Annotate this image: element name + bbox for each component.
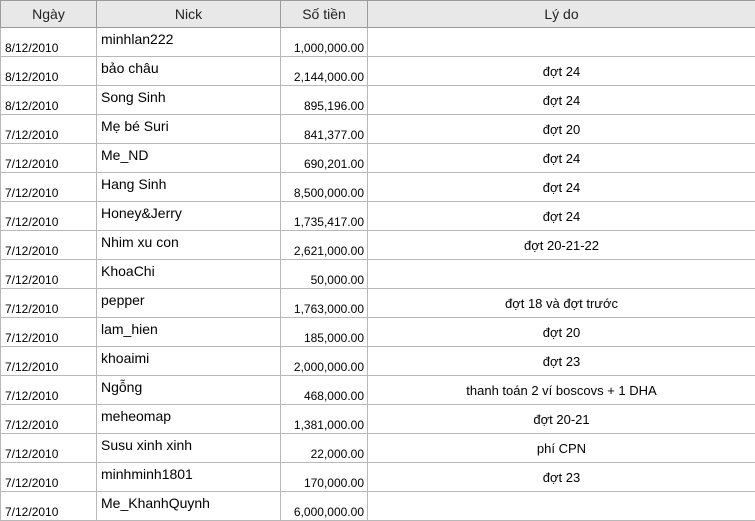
nick-cell[interactable]: meheomap xyxy=(97,405,281,434)
date-cell[interactable]: 7/12/2010 xyxy=(1,173,97,202)
table-row xyxy=(1,115,755,144)
nick-cell[interactable]: minhminh1801 xyxy=(97,463,281,492)
date-cell[interactable]: 7/12/2010 xyxy=(1,347,97,376)
nick-cell[interactable]: lam_hien xyxy=(97,318,281,347)
date-cell[interactable]: 8/12/2010 xyxy=(1,57,97,86)
amount-cell[interactable]: 2,000,000.00 xyxy=(281,347,368,376)
date-cell[interactable]: 7/12/2010 xyxy=(1,376,97,405)
table-row xyxy=(1,202,755,231)
date-cell[interactable]: 7/12/2010 xyxy=(1,231,97,260)
amount-cell[interactable]: 50,000.00 xyxy=(281,260,368,289)
date-cell[interactable]: 7/12/2010 xyxy=(1,492,97,521)
reason-cell[interactable]: đợt 20-21-22 xyxy=(368,231,755,260)
amount-cell[interactable]: 1,381,000.00 xyxy=(281,405,368,434)
reason-cell[interactable]: đợt 20-21 xyxy=(368,405,755,434)
nick-cell[interactable]: minhlan222 xyxy=(97,28,281,57)
nick-cell[interactable]: Ngỗng xyxy=(97,376,281,405)
amount-cell[interactable]: 6,000,000.00 xyxy=(281,492,368,521)
nick-cell[interactable]: Hang Sinh xyxy=(97,173,281,202)
reason-cell[interactable]: đợt 24 xyxy=(368,86,755,115)
nick-cell[interactable]: Honey&Jerry xyxy=(97,202,281,231)
table-row xyxy=(1,86,755,115)
header-row xyxy=(1,1,755,28)
amount-cell[interactable]: 690,201.00 xyxy=(281,144,368,173)
amount-cell[interactable]: 8,500,000.00 xyxy=(281,173,368,202)
table-row xyxy=(1,318,755,347)
nick-cell[interactable]: pepper xyxy=(97,289,281,318)
table-row xyxy=(1,405,755,434)
amount-cell[interactable]: 1,763,000.00 xyxy=(281,289,368,318)
header-reason[interactable]: Lý do xyxy=(368,1,755,28)
amount-cell[interactable]: 1,000,000.00 xyxy=(281,28,368,57)
amount-cell[interactable]: 22,000.00 xyxy=(281,434,368,463)
nick-cell[interactable]: Me_ND xyxy=(97,144,281,173)
reason-cell[interactable]: thanh toán 2 ví boscovs + 1 DHA xyxy=(368,376,755,405)
amount-cell[interactable]: 895,196.00 xyxy=(281,86,368,115)
date-cell[interactable]: 7/12/2010 xyxy=(1,202,97,231)
nick-cell[interactable]: khoaimi xyxy=(97,347,281,376)
reason-cell[interactable]: đợt 23 xyxy=(368,463,755,492)
reason-cell[interactable]: đợt 20 xyxy=(368,318,755,347)
reason-cell[interactable] xyxy=(368,492,755,521)
header-date[interactable]: Ngày xyxy=(1,1,97,28)
date-cell[interactable]: 7/12/2010 xyxy=(1,144,97,173)
amount-cell[interactable]: 2,144,000.00 xyxy=(281,57,368,86)
table-row xyxy=(1,57,755,86)
table-row xyxy=(1,144,755,173)
header-amount[interactable]: Số tiền xyxy=(281,1,368,28)
amount-cell[interactable]: 468,000.00 xyxy=(281,376,368,405)
nick-cell[interactable]: Susu xinh xinh xyxy=(97,434,281,463)
amount-cell[interactable]: 1,735,417.00 xyxy=(281,202,368,231)
date-cell[interactable]: 8/12/2010 xyxy=(1,86,97,115)
date-cell[interactable]: 7/12/2010 xyxy=(1,289,97,318)
date-cell[interactable]: 8/12/2010 xyxy=(1,28,97,57)
table-header xyxy=(1,1,755,28)
date-cell[interactable]: 7/12/2010 xyxy=(1,318,97,347)
amount-cell[interactable]: 170,000.00 xyxy=(281,463,368,492)
table-row xyxy=(1,231,755,260)
nick-cell[interactable]: Mẹ bé Suri xyxy=(97,115,281,144)
reason-cell[interactable]: đợt 23 xyxy=(368,347,755,376)
table-body xyxy=(1,28,755,521)
amount-cell[interactable]: 2,621,000.00 xyxy=(281,231,368,260)
table-row xyxy=(1,434,755,463)
reason-cell[interactable]: đợt 24 xyxy=(368,202,755,231)
date-cell[interactable]: 7/12/2010 xyxy=(1,260,97,289)
date-cell[interactable]: 7/12/2010 xyxy=(1,405,97,434)
date-cell[interactable]: 7/12/2010 xyxy=(1,434,97,463)
reason-cell[interactable]: đợt 18 và đợt trước xyxy=(368,289,755,318)
reason-cell[interactable]: đợt 24 xyxy=(368,173,755,202)
nick-cell[interactable]: bảo châu xyxy=(97,57,281,86)
reason-cell[interactable] xyxy=(368,28,755,57)
table-row xyxy=(1,260,755,289)
reason-cell[interactable] xyxy=(368,260,755,289)
table-row xyxy=(1,492,755,521)
table-row xyxy=(1,289,755,318)
nick-cell[interactable]: Me_KhanhQuynh xyxy=(97,492,281,521)
date-cell[interactable]: 7/12/2010 xyxy=(1,115,97,144)
reason-cell[interactable]: đợt 24 xyxy=(368,57,755,86)
table-row xyxy=(1,173,755,202)
amount-cell[interactable]: 841,377.00 xyxy=(281,115,368,144)
amount-cell[interactable]: 185,000.00 xyxy=(281,318,368,347)
reason-cell[interactable]: đợt 20 xyxy=(368,115,755,144)
table-row xyxy=(1,376,755,405)
reason-cell[interactable]: đợt 24 xyxy=(368,144,755,173)
table-row xyxy=(1,28,755,57)
nick-cell[interactable]: KhoaChi xyxy=(97,260,281,289)
table-row xyxy=(1,463,755,492)
reason-cell[interactable]: phí CPN xyxy=(368,434,755,463)
nick-cell[interactable]: Song Sinh xyxy=(97,86,281,115)
header-nick[interactable]: Nick xyxy=(97,1,281,28)
table-row xyxy=(1,347,755,376)
nick-cell[interactable]: Nhim xu con xyxy=(97,231,281,260)
date-cell[interactable]: 7/12/2010 xyxy=(1,463,97,492)
